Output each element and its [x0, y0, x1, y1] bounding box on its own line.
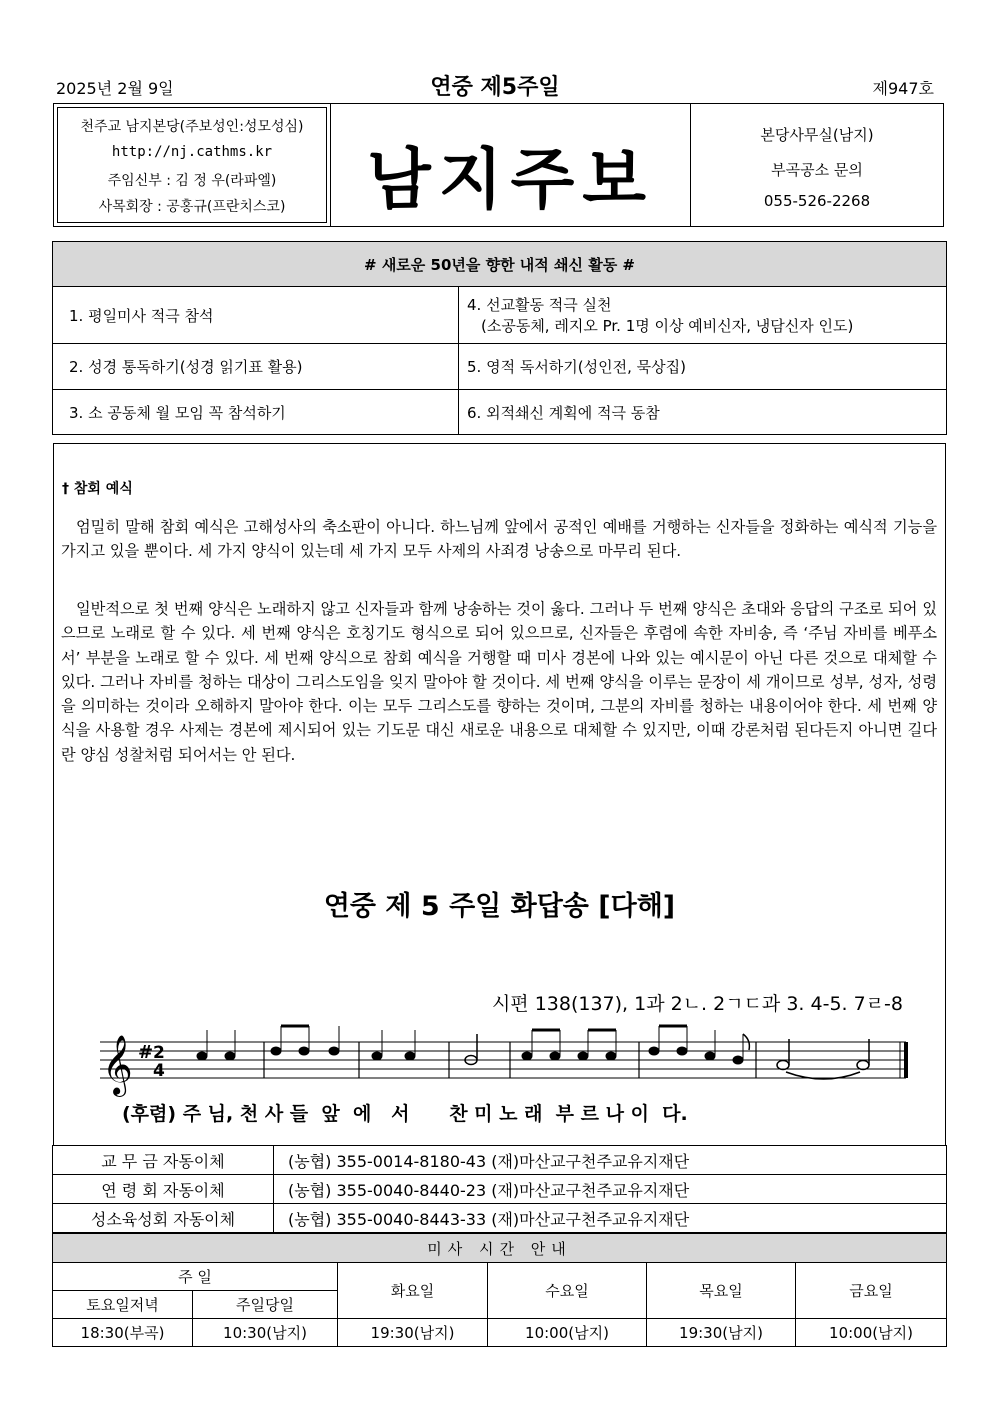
psalm-title: 연중 제 5 주일 화답송 [다해] — [323, 891, 676, 922]
liturgical-title: 연중 제5주일 — [430, 75, 560, 100]
activity-item — [459, 287, 947, 344]
psalm-reference: 시편 138(137), 1과 2ㄴ. 2ㄱㄷ과 3. 4-5. 7ㄹ-8 — [491, 993, 903, 1015]
issue-date: 2025년 2월 9일 — [56, 79, 174, 98]
activity-item: 2. 성경 통독하기(성경 읽기표 활용) — [53, 344, 459, 390]
saturday-evening-header: 토요일저녁 — [53, 1291, 193, 1319]
time-signature-bottom: 4 — [153, 1061, 165, 1081]
bulletin-title-box — [331, 104, 691, 226]
key-signature-sharp-icon: # — [138, 1042, 154, 1063]
mass-time: 19:30(남지) — [647, 1319, 796, 1347]
article-paragraph: 엄밀히 말해 참회 예식은 고해성사의 축소판이 아니다. 하느님께 앞에서 공적인 예배를 거행하는 신자들을 정화하는 예식적 기능을 가지고 있을 뿐이다. 세 가지 양식이 있는데 세 가지 모두 사제의 사죄경 낭송으로 마무리 된다. — [61, 518, 937, 561]
article-heading: † 참회 예식 — [62, 481, 133, 497]
parish-url[interactable]: http://nj.cathms.kr — [111, 144, 273, 160]
masthead — [53, 103, 944, 227]
music-score — [94, 1022, 914, 1102]
account-label: 교 무 금 자동이체 — [53, 1146, 274, 1175]
office-inquiry: 부곡공소 문의 — [771, 161, 863, 179]
mass-time: 10:00(남지) — [796, 1319, 947, 1347]
activity-item: 5. 영적 독서하기(성인전, 묵상집) — [459, 344, 947, 390]
activity-item: 3. 소 공동체 월 모임 꼭 참석하기 — [53, 390, 459, 435]
account-number: (농협) 355-0014-8180-43 (재)마산교구천주교유지재단 — [274, 1146, 947, 1175]
schedule-heading: 미사 시간 안내 — [53, 1234, 947, 1263]
parish-info — [54, 104, 331, 226]
renewal-activities-table — [52, 241, 947, 435]
mass-time: 19:30(남지) — [338, 1319, 488, 1347]
article-box — [53, 443, 946, 1146]
parish-name: 천주교 남지본당(주보성인:성모성심) — [80, 119, 304, 135]
treble-clef-icon: 𝄞 — [102, 1035, 133, 1095]
activity-item-title: 4. 선교활동 적극 실천 — [467, 296, 612, 314]
auto-transfer-table — [52, 1145, 947, 1233]
thursday-header: 목요일 — [647, 1263, 796, 1319]
office-label: 본당사무실(남지) — [760, 126, 874, 144]
office-contact — [691, 104, 943, 226]
account-label: 성소육성회 자동이체 — [53, 1204, 274, 1233]
sunday-header: 주 일 — [53, 1263, 338, 1291]
activity-item: 1. 평일미사 적극 참석 — [53, 287, 459, 344]
article-paragraph: 일반적으로 첫 번째 양식은 노래하지 않고 신자들과 함께 낭송하는 것이 옳다. 그러나 두 번째 양식은 초대와 응답의 구조로 되어 있으므로 노래로 할 수 있다. 세 번째 양식은 호칭기도 형식으로 되어 있으므로, 신자들은 후렴에 속한 자비송, 즉 ‘주님 자비를 베푸소서’ 부분을 노래로 할 수 있다. 세 번째 양식으로 참회 예식을 거행할 때 미사 경본에 나와 있는 예시문이 아닌 다른 것으로 대체할 수 있다. 그러나 자비를 청하는 대상이 그리스도임을 잊지 말아야 할 것이다. 세 번째 양식을 이루는 문장이 세 개이므로 성부, 성자, 성령을 의미하는 것이라 오해하지 말아야 한다. 이는 모두 그리스도를 향하는 것이며, 그분의 자비를 청하는 내용이어야 한다. 세 번째 양식을 사용할 경우 사제는 경본에 제시되어 있는 기도문 대신 새로운 내용으로 대체할 수 있지만, 이때 강론처럼 된다든지 아니면 길다란 양심 성찰처럼 되어서는 안 된다. — [61, 600, 937, 764]
activity-item-sub: (소공동체, 레지오 Pr. 1명 이상 예비신자, 냉담신자 인도) — [481, 317, 854, 335]
account-label: 연 령 회 자동이체 — [53, 1175, 274, 1204]
office-phone: 055-526-2268 — [763, 192, 871, 210]
account-number: (농협) 355-0040-8443-33 (재)마산교구천주교유지재단 — [274, 1204, 947, 1233]
mass-time: 18:30(부곡) — [53, 1319, 193, 1347]
mass-time: 10:30(남지) — [193, 1319, 338, 1347]
psalm-lyrics: (후렴) 주 님, 천 사 들 앞 에 서 찬 미 노 래 부 르 나 이 다. — [122, 1103, 688, 1125]
account-number: (농협) 355-0040-8440-23 (재)마산교구천주교유지재단 — [274, 1175, 947, 1204]
activity-item: 6. 외적쇄신 계획에 적극 동참 — [459, 390, 947, 435]
sunday-day-header: 주일당일 — [193, 1291, 338, 1319]
mass-time: 10:00(남지) — [488, 1319, 647, 1347]
pastor-name: 주임신부 : 김 정 우(라파엘) — [107, 173, 277, 189]
time-signature-top: 2 — [153, 1043, 165, 1063]
wednesday-header: 수요일 — [488, 1263, 647, 1319]
mass-schedule-table — [52, 1233, 947, 1347]
council-president: 사목회장 : 공홍규(프란치스코) — [98, 199, 286, 215]
tuesday-header: 화요일 — [338, 1263, 488, 1319]
bulletin-title: 남지주보 — [366, 140, 655, 218]
friday-header: 금요일 — [796, 1263, 947, 1319]
issue-number: 제947호 — [872, 79, 934, 98]
activities-heading: # 새로운 50년을 향한 내적 쇄신 활동 # — [53, 242, 947, 287]
